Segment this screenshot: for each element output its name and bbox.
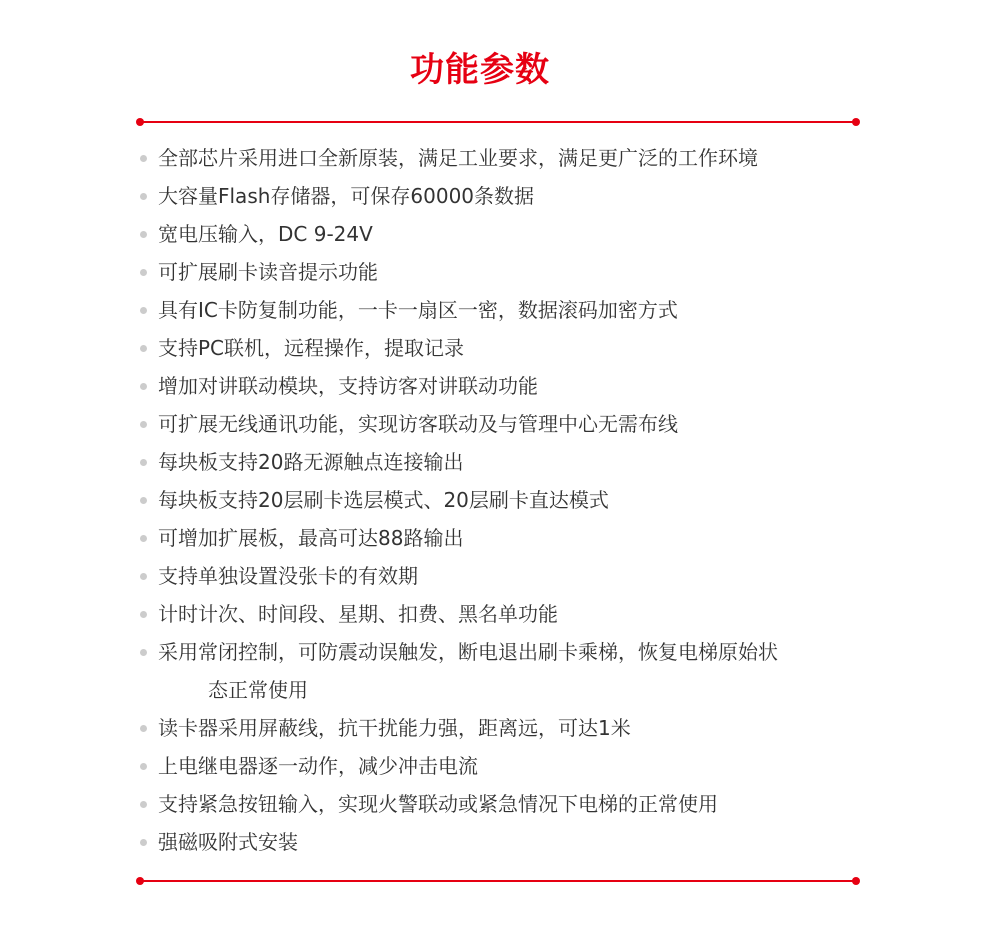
- feature-text: 支持单独设置没张卡的有效期: [158, 564, 418, 588]
- bullet-dot-icon: [140, 155, 147, 162]
- bullet-dot-icon: [140, 573, 147, 580]
- list-item: [138, 139, 878, 177]
- bullet-dot-icon: [140, 383, 147, 390]
- list-item: [138, 405, 878, 443]
- page-title: 功能参数: [410, 50, 550, 90]
- top-divider: [140, 121, 856, 123]
- bullet-dot-icon: [140, 345, 147, 352]
- bullet-dot-icon: [140, 725, 147, 732]
- list-item: [138, 177, 878, 215]
- feature-text: 具有IC卡防复制功能，一卡一扇区一密，数据滚码加密方式: [158, 298, 678, 322]
- list-item: [138, 443, 878, 481]
- feature-text: 读卡器采用屏蔽线，抗干扰能力强，距离远，可达1米: [158, 716, 631, 740]
- bullet-dot-icon: [140, 421, 147, 428]
- feature-text: 每块板支持20层刷卡选层模式、20层刷卡直达模式: [158, 488, 609, 512]
- list-item: [138, 709, 878, 747]
- feature-text: 采用常闭控制，可防震动误触发，断电退出刷卡乘梯，恢复电梯原始状: [158, 640, 778, 664]
- list-item: [138, 367, 878, 405]
- bullet-dot-icon: [140, 459, 147, 466]
- feature-text: 支持PC联机，远程操作，提取记录: [158, 336, 465, 360]
- list-item: [138, 215, 878, 253]
- feature-text: 支持紧急按钮输入，实现火警联动或紧急情况下电梯的正常使用: [158, 792, 718, 816]
- bullet-dot-icon: [140, 801, 147, 808]
- list-item: [138, 481, 878, 519]
- feature-text: 全部芯片采用进口全新原装，满足工业要求，满足更广泛的工作环境: [158, 146, 758, 170]
- list-item: [138, 329, 878, 367]
- feature-text: 可扩展刷卡读音提示功能: [158, 260, 378, 284]
- list-item: [138, 291, 878, 329]
- bottom-divider: [140, 880, 856, 882]
- bullet-dot-icon: [140, 497, 147, 504]
- list-item: [138, 785, 878, 823]
- bullet-dot-icon: [140, 839, 147, 846]
- bullet-dot-icon: [140, 649, 147, 656]
- feature-text: 计时计次、时间段、星期、扣费、黑名单功能: [158, 602, 558, 626]
- feature-text: 可增加扩展板，最高可达88路输出: [158, 526, 464, 550]
- feature-text: 宽电压输入，DC 9-24V: [158, 222, 373, 246]
- feature-text: 大容量Flash存储器，可保存60000条数据: [158, 184, 535, 208]
- list-item: [138, 595, 878, 633]
- list-item: [138, 253, 878, 291]
- bullet-dot-icon: [140, 193, 147, 200]
- feature-list: [138, 139, 878, 861]
- list-item: [138, 519, 878, 557]
- bullet-dot-icon: [140, 231, 147, 238]
- list-item: [138, 823, 878, 861]
- list-item: [138, 633, 878, 709]
- feature-text: 上电继电器逐一动作，减少冲击电流: [158, 754, 478, 778]
- bullet-dot-icon: [140, 269, 147, 276]
- feature-text: 强磁吸附式安装: [158, 830, 298, 854]
- list-item: [138, 557, 878, 595]
- feature-text: 增加对讲联动模块，支持访客对讲联动功能: [158, 374, 538, 398]
- list-item: [138, 747, 878, 785]
- feature-text-continuation: 态正常使用: [208, 678, 308, 702]
- feature-text: 可扩展无线通讯功能，实现访客联动及与管理中心无需布线: [158, 412, 678, 436]
- bullet-dot-icon: [140, 763, 147, 770]
- bullet-dot-icon: [140, 611, 147, 618]
- feature-text: 每块板支持20路无源触点连接输出: [158, 450, 464, 474]
- bullet-dot-icon: [140, 535, 147, 542]
- bullet-dot-icon: [140, 307, 147, 314]
